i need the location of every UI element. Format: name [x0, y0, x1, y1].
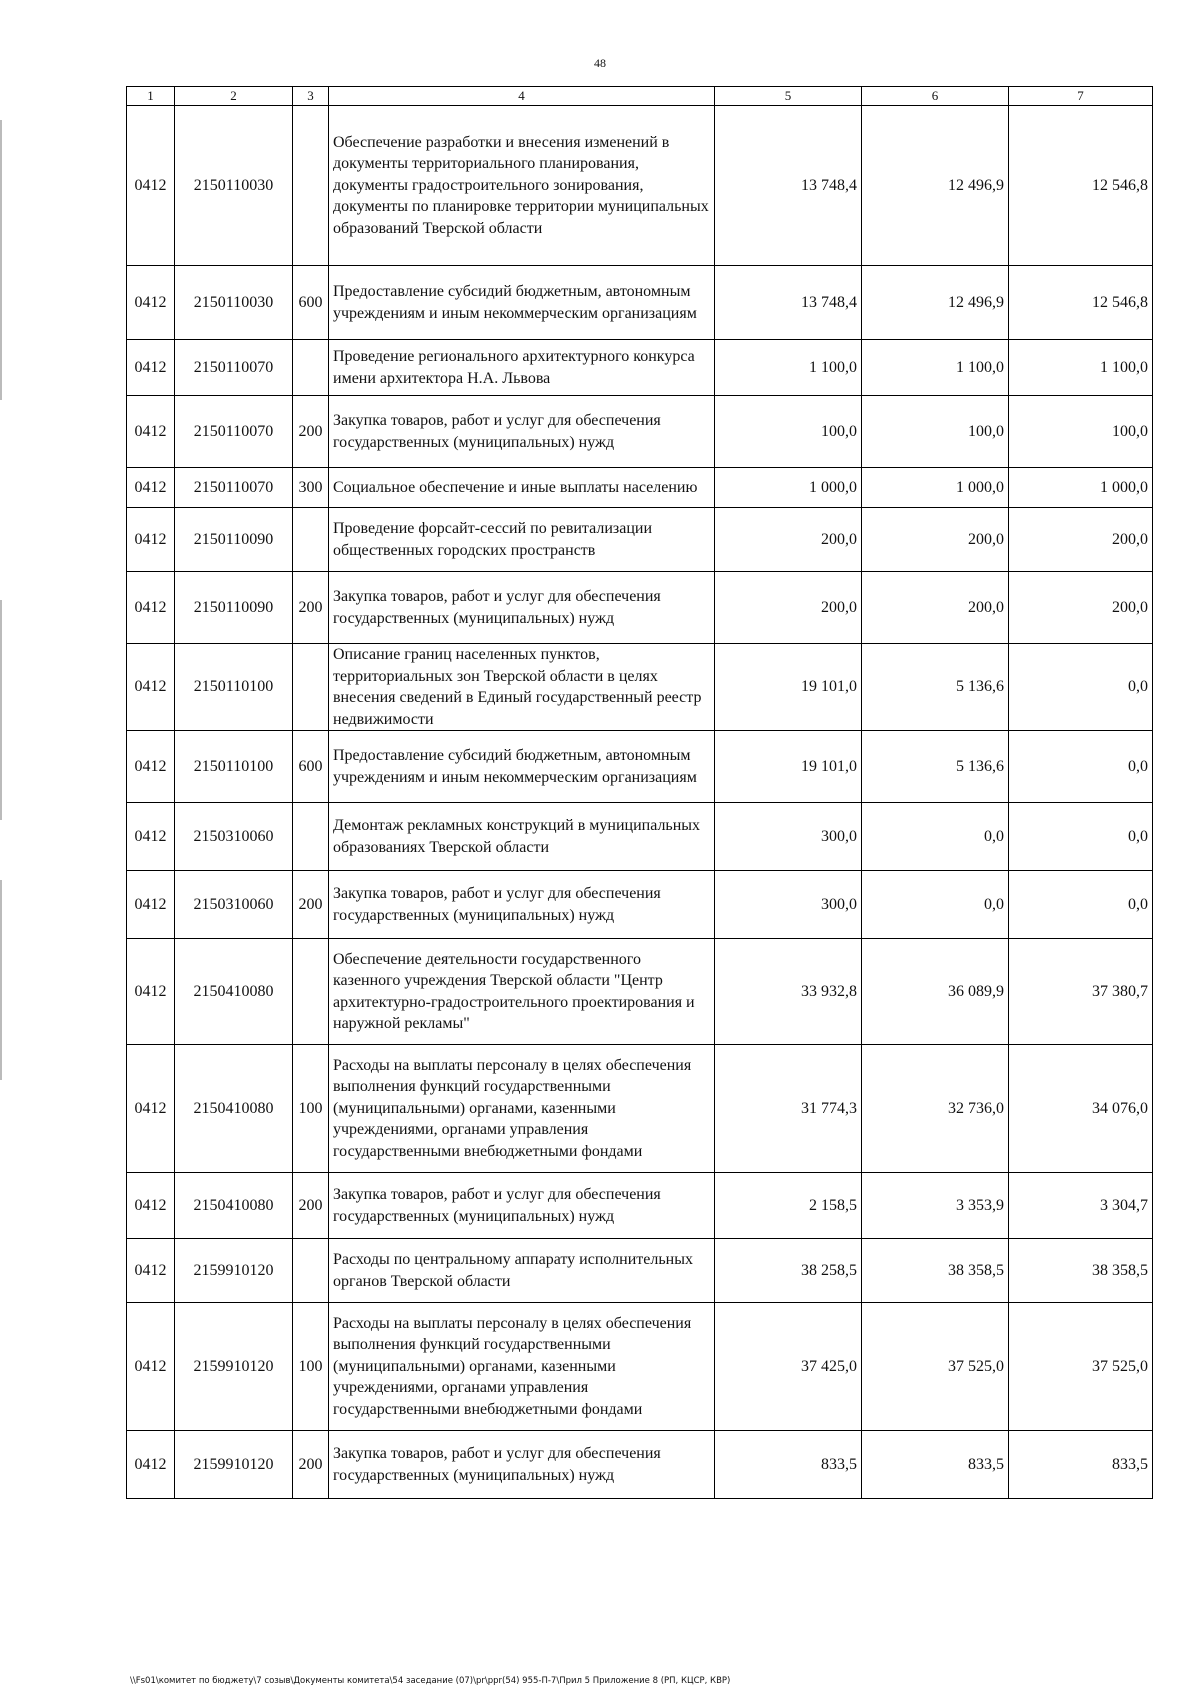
section-code-cell: 0412 [127, 106, 175, 266]
section-code-cell: 0412 [127, 1431, 175, 1499]
description-cell: Проведение регионального архитектурного конкурса имени архитектора Н.А. Львова [329, 340, 715, 396]
amount-year-1-cell: 31 774,3 [715, 1045, 862, 1173]
amount-year-3-cell: 200,0 [1009, 572, 1153, 644]
target-article-code-cell: 2150110090 [175, 572, 293, 644]
target-article-code-cell: 2150110030 [175, 106, 293, 266]
amount-year-2-cell: 1 000,0 [862, 468, 1009, 508]
table-row [127, 508, 1153, 572]
amount-year-2-cell: 5 136,6 [862, 644, 1009, 731]
section-code-cell: 0412 [127, 1173, 175, 1239]
section-code-cell: 0412 [127, 572, 175, 644]
target-article-code-cell: 2159910120 [175, 1239, 293, 1303]
amount-year-2-cell: 0,0 [862, 803, 1009, 871]
target-article-code-cell: 2150310060 [175, 803, 293, 871]
description-cell: Закупка товаров, работ и услуг для обеспечения государственных (муниципальных) нужд [329, 1173, 715, 1239]
amount-year-1-cell: 37 425,0 [715, 1303, 862, 1431]
amount-year-2-cell: 833,5 [862, 1431, 1009, 1499]
table-row [127, 1431, 1153, 1499]
expense-type-code-cell: 600 [293, 266, 329, 340]
description-cell: Закупка товаров, работ и услуг для обеспечения государственных (муниципальных) нужд [329, 1431, 715, 1499]
amount-year-1-cell: 13 748,4 [715, 106, 862, 266]
amount-year-2-cell: 5 136,6 [862, 731, 1009, 803]
table-body [127, 106, 1153, 1499]
amount-year-2-cell: 100,0 [862, 396, 1009, 468]
column-header: 1 [127, 87, 175, 106]
amount-year-3-cell: 0,0 [1009, 731, 1153, 803]
amount-year-3-cell: 0,0 [1009, 803, 1153, 871]
table-row [127, 803, 1153, 871]
amount-year-3-cell: 100,0 [1009, 396, 1153, 468]
table-row [127, 266, 1153, 340]
target-article-code-cell: 2150110090 [175, 508, 293, 572]
amount-year-1-cell: 833,5 [715, 1431, 862, 1499]
amount-year-3-cell: 200,0 [1009, 508, 1153, 572]
description-cell: Обеспечение деятельности государственного казенного учреждения Тверской области "Центр архитектурно-градостроительного проектирования и наружной рекламы" [329, 939, 715, 1045]
expense-type-code-cell: 300 [293, 468, 329, 508]
page-number: 48 [594, 56, 606, 70]
description-cell: Предоставление субсидий бюджетным, автономным учреждениям и иным некоммерческим организациям [329, 731, 715, 803]
amount-year-2-cell: 3 353,9 [862, 1173, 1009, 1239]
target-article-code-cell: 2150410080 [175, 1045, 293, 1173]
target-article-code-cell: 2150110070 [175, 396, 293, 468]
description-cell: Проведение форсайт-сессий по ревитализации общественных городских пространств [329, 508, 715, 572]
expense-type-code-cell: 200 [293, 396, 329, 468]
description-cell: Социальное обеспечение и иные выплаты населению [329, 468, 715, 508]
amount-year-3-cell: 0,0 [1009, 871, 1153, 939]
section-code-cell: 0412 [127, 731, 175, 803]
expense-type-code-cell: 100 [293, 1303, 329, 1431]
target-article-code-cell: 2150110100 [175, 731, 293, 803]
expense-type-code-cell: 200 [293, 871, 329, 939]
column-header: 2 [175, 87, 293, 106]
amount-year-3-cell: 1 100,0 [1009, 340, 1153, 396]
amount-year-3-cell: 38 358,5 [1009, 1239, 1153, 1303]
expense-type-code-cell: 100 [293, 1045, 329, 1173]
amount-year-1-cell: 19 101,0 [715, 644, 862, 731]
target-article-code-cell: 2159910120 [175, 1431, 293, 1499]
amount-year-1-cell: 2 158,5 [715, 1173, 862, 1239]
amount-year-1-cell: 200,0 [715, 572, 862, 644]
section-code-cell: 0412 [127, 1045, 175, 1173]
amount-year-3-cell: 37 525,0 [1009, 1303, 1153, 1431]
description-cell: Предоставление субсидий бюджетным, автономным учреждениям и иным некоммерческим организациям [329, 266, 715, 340]
table-row [127, 644, 1153, 731]
table-row [127, 1173, 1153, 1239]
amount-year-2-cell: 36 089,9 [862, 939, 1009, 1045]
binding-mark [0, 880, 2, 1080]
expense-type-code-cell [293, 106, 329, 266]
amount-year-2-cell: 1 100,0 [862, 340, 1009, 396]
amount-year-1-cell: 13 748,4 [715, 266, 862, 340]
amount-year-1-cell: 33 932,8 [715, 939, 862, 1045]
amount-year-2-cell: 200,0 [862, 508, 1009, 572]
column-header: 7 [1009, 87, 1153, 106]
amount-year-3-cell: 833,5 [1009, 1431, 1153, 1499]
section-code-cell: 0412 [127, 508, 175, 572]
target-article-code-cell: 2150110030 [175, 266, 293, 340]
column-header: 5 [715, 87, 862, 106]
table-row [127, 468, 1153, 508]
section-code-cell: 0412 [127, 266, 175, 340]
expense-type-code-cell [293, 508, 329, 572]
section-code-cell: 0412 [127, 803, 175, 871]
column-header: 3 [293, 87, 329, 106]
column-header: 6 [862, 87, 1009, 106]
amount-year-1-cell: 1 000,0 [715, 468, 862, 508]
description-cell: Обеспечение разработки и внесения изменений в документы территориального планирования, документы градостроительного зонирования, документы по планировке территории муниципальных образований Тверской области [329, 106, 715, 266]
amount-year-1-cell: 100,0 [715, 396, 862, 468]
table-row [127, 871, 1153, 939]
target-article-code-cell: 2150110070 [175, 468, 293, 508]
amount-year-2-cell: 200,0 [862, 572, 1009, 644]
section-code-cell: 0412 [127, 396, 175, 468]
amount-year-3-cell: 3 304,7 [1009, 1173, 1153, 1239]
description-cell: Расходы на выплаты персоналу в целях обеспечения выполнения функций государственными (муниципальными) органами, казенными учреждениями, органами управления государственными внебюджетными фондами [329, 1303, 715, 1431]
expense-type-code-cell [293, 803, 329, 871]
section-code-cell: 0412 [127, 871, 175, 939]
table-row [127, 396, 1153, 468]
budget-table [126, 86, 1153, 1499]
expense-type-code-cell: 200 [293, 572, 329, 644]
expense-type-code-cell [293, 939, 329, 1045]
description-cell: Демонтаж рекламных конструкций в муниципальных образованиях Тверской области [329, 803, 715, 871]
expense-type-code-cell [293, 1239, 329, 1303]
amount-year-1-cell: 38 258,5 [715, 1239, 862, 1303]
section-code-cell: 0412 [127, 340, 175, 396]
table-row [127, 1239, 1153, 1303]
amount-year-2-cell: 12 496,9 [862, 266, 1009, 340]
amount-year-2-cell: 0,0 [862, 871, 1009, 939]
description-cell: Закупка товаров, работ и услуг для обеспечения государственных (муниципальных) нужд [329, 871, 715, 939]
section-code-cell: 0412 [127, 468, 175, 508]
description-cell: Описание границ населенных пунктов, территориальных зон Тверской области в целях внесения сведений в Единый государственный реестр недвижимости [329, 644, 715, 731]
amount-year-2-cell: 32 736,0 [862, 1045, 1009, 1173]
description-cell: Закупка товаров, работ и услуг для обеспечения государственных (муниципальных) нужд [329, 572, 715, 644]
expense-type-code-cell [293, 340, 329, 396]
target-article-code-cell: 2150110070 [175, 340, 293, 396]
amount-year-3-cell: 34 076,0 [1009, 1045, 1153, 1173]
expense-type-code-cell: 200 [293, 1431, 329, 1499]
description-cell: Закупка товаров, работ и услуг для обеспечения государственных (муниципальных) нужд [329, 396, 715, 468]
column-number-row [127, 87, 1153, 106]
table-row [127, 1045, 1153, 1173]
target-article-code-cell: 2150110100 [175, 644, 293, 731]
section-code-cell: 0412 [127, 1239, 175, 1303]
amount-year-3-cell: 0,0 [1009, 644, 1153, 731]
column-header: 4 [329, 87, 715, 106]
amount-year-2-cell: 12 496,9 [862, 106, 1009, 266]
table-row [127, 1303, 1153, 1431]
description-cell: Расходы на выплаты персоналу в целях обеспечения выполнения функций государственными (муниципальными) органами, казенными учреждениями, органами управления государственными внебюджетными фондами [329, 1045, 715, 1173]
amount-year-3-cell: 12 546,8 [1009, 106, 1153, 266]
amount-year-1-cell: 19 101,0 [715, 731, 862, 803]
amount-year-1-cell: 1 100,0 [715, 340, 862, 396]
expense-type-code-cell: 600 [293, 731, 329, 803]
binding-mark [0, 600, 2, 820]
expense-type-code-cell [293, 644, 329, 731]
section-code-cell: 0412 [127, 644, 175, 731]
table-row [127, 106, 1153, 266]
amount-year-3-cell: 12 546,8 [1009, 266, 1153, 340]
amount-year-1-cell: 300,0 [715, 803, 862, 871]
amount-year-1-cell: 300,0 [715, 871, 862, 939]
section-code-cell: 0412 [127, 1303, 175, 1431]
target-article-code-cell: 2150310060 [175, 871, 293, 939]
amount-year-2-cell: 38 358,5 [862, 1239, 1009, 1303]
section-code-cell: 0412 [127, 939, 175, 1045]
binding-mark [0, 120, 2, 400]
footer-file-path: \\Fs01\комитет по бюджету\7 созыв\Документы комитета\54 заседание (07)\pr\ppr(54) 955-П-7\Прил 5 Приложение 8 (РП, КЦСР, КВР) [130, 1676, 731, 1686]
expense-type-code-cell: 200 [293, 1173, 329, 1239]
table-row [127, 572, 1153, 644]
table-row [127, 731, 1153, 803]
amount-year-3-cell: 1 000,0 [1009, 468, 1153, 508]
description-cell: Расходы по центральному аппарату исполнительных органов Тверской области [329, 1239, 715, 1303]
table-row [127, 340, 1153, 396]
target-article-code-cell: 2159910120 [175, 1303, 293, 1431]
amount-year-2-cell: 37 525,0 [862, 1303, 1009, 1431]
target-article-code-cell: 2150410080 [175, 939, 293, 1045]
amount-year-3-cell: 37 380,7 [1009, 939, 1153, 1045]
table-row [127, 939, 1153, 1045]
amount-year-1-cell: 200,0 [715, 508, 862, 572]
target-article-code-cell: 2150410080 [175, 1173, 293, 1239]
